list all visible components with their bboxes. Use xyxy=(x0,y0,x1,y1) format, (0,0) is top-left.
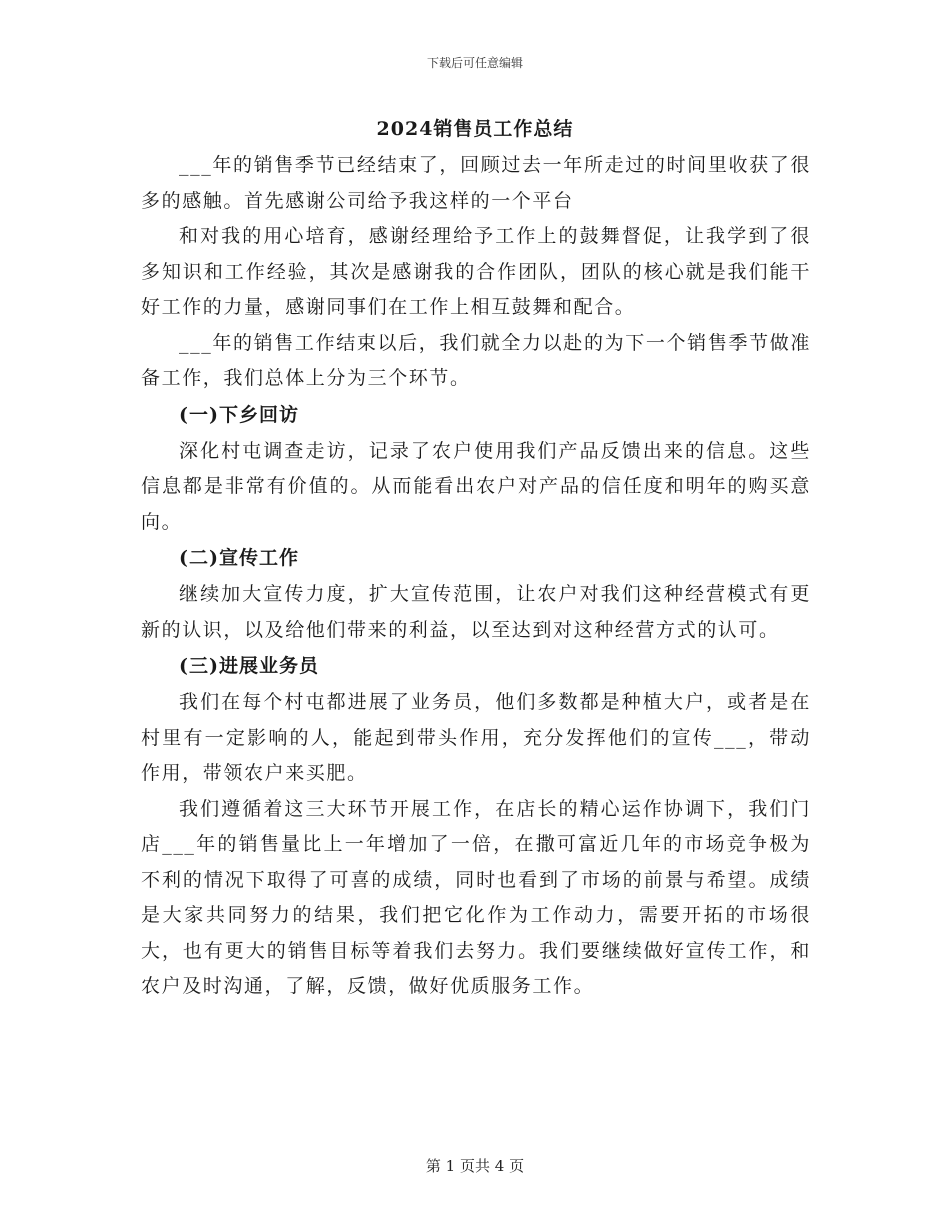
paragraph-intro-2: 和对我的用心培育，感谢经理给予工作上的鼓舞督促，让我学到了很多知识和工作经验，其次是感谢我的合作团队，团队的核心就是我们能干好工作的力量，感谢同事们在工作上相互鼓舞和配合。 xyxy=(141,225,811,318)
paragraph-section-2: 继续加大宣传力度，扩大宣传范围，让农户对我们这种经营模式有更新的认识，以及给他们带来的利益，以至达到对这种经营方式的认可。 xyxy=(141,583,811,641)
document-title: 2024销售员工作总结 xyxy=(376,118,574,140)
header-note: 下载后可任意编辑 xyxy=(426,56,523,70)
paragraph-conclusion: 我们遵循着这三大环节开展工作，在店长的精心运作协调下，我们门店___年的销售量比上一年增加了一倍，在撒可富近几年的市场竞争极为不利的情况下取得了可喜的成绩，同时也看到了市场的前景与希望。成绩是大家共同努力的结果，我们把它化作为工作动力，需要开拓的市场很大，也有更大的销售目标等着我们去努力。我们要继续做好宣传工作，和农户及时沟通，了解，反馈，做好优质服务工作。 xyxy=(141,797,811,997)
document-body xyxy=(141,148,811,1005)
paragraph-intro-3: ___年的销售工作结束以后，我们就全力以赴的为下一个销售季节做准备工作，我们总体上分为三个环节。 xyxy=(141,331,811,389)
section-heading-2: (二)宣传工作 xyxy=(179,547,299,569)
section-heading-3: (三)进展业务员 xyxy=(179,655,319,677)
paragraph-intro-1: ___年的销售季节已经结束了，回顾过去一年所走过的时间里收获了很多的感触。首先感谢公司给予我这样的一个平台 xyxy=(141,154,811,212)
paragraph-section-1: 深化村屯调查走访，记录了农户使用我们产品反馈出来的信息。这些信息都是非常有价值的。从而能看出农户对产品的信任度和明年的购买意向。 xyxy=(141,439,811,533)
page-number: 第 1 页共 4 页 xyxy=(425,1157,525,1175)
section-heading-1: (一)下乡回访 xyxy=(179,403,299,426)
paragraph-section-3: 我们在每个村屯都进展了业务员，他们多数都是种植大户，或者是在村里有一定影响的人，能起到带头作用，充分发挥他们的宣传___，带动作用，带领农户来买肥。 xyxy=(141,691,811,784)
